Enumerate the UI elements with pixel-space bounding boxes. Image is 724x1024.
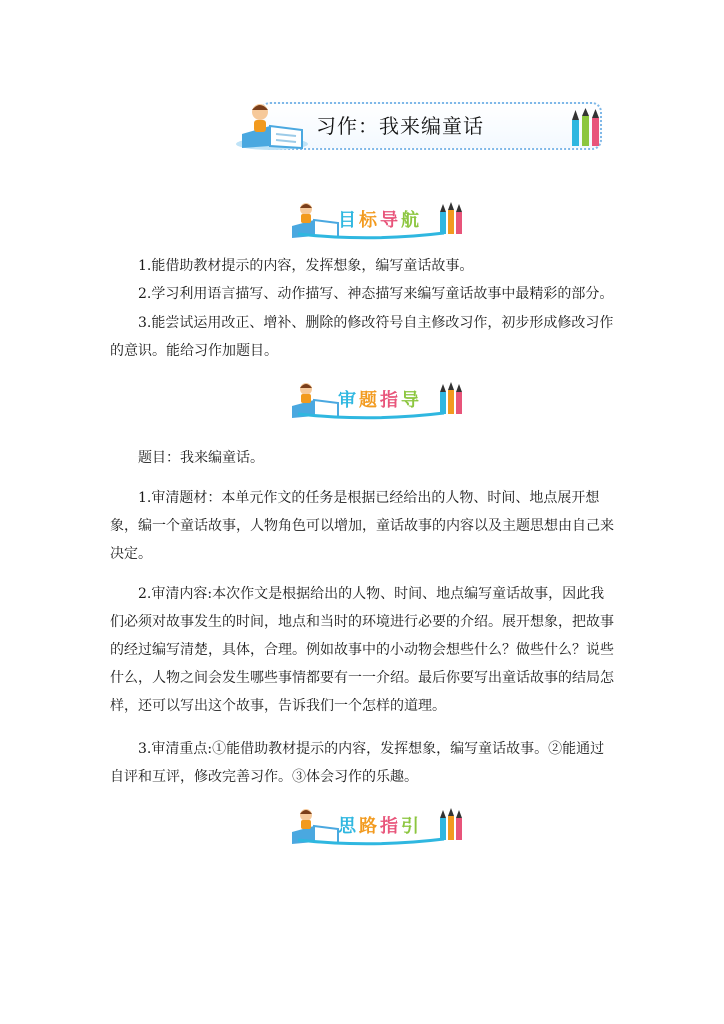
section-heading-label: 目标导航 <box>338 210 422 231</box>
section-heading-goals <box>288 200 468 244</box>
section-heading-label: 思路指引 <box>338 816 422 837</box>
pencils-icon <box>438 202 464 236</box>
pencils-icon <box>570 108 604 148</box>
swoosh-decoration <box>296 230 446 240</box>
swoosh-decoration <box>296 410 446 420</box>
review-item: 1.审清题材：本单元作文的任务是根据已经给出的人物、时间、地点展开想象，编一个童话故事，人物角色可以增加，童话故事的内容以及主题思想由自己来决定。 <box>110 490 614 562</box>
pencils-icon <box>438 382 464 416</box>
page-title: 习作：我来编童话 <box>316 114 484 138</box>
section-heading-review <box>288 380 468 424</box>
goal-item: 3.能尝试运用改正、增补、删除的修改符号自主修改习作，初步形成修改习作的意识。能给习作加题目。 <box>110 315 614 359</box>
title-banner <box>232 100 602 148</box>
review-item: 2.审清内容:本次作文是根据给出的人物、时间、地点编写童话故事，因此我们必须对故事发生的时间，地点和当时的环境进行必要的介绍。展开想象，把故事的经过编写清楚，具体，合理。例如故事中的小动物会想些什么？做些什么？说些什么，人物之间会发生哪些事情都要有一一介绍。最后你要写出童话故事的结局怎样，还可以写出这个故事，告诉我们一个怎样的道理。 <box>110 586 614 714</box>
topic-line: 题目：我来编童话。 <box>138 450 264 466</box>
section-heading-thinking <box>288 806 468 850</box>
pencils-icon <box>438 808 464 842</box>
section-heading-label: 审题指导 <box>338 390 422 411</box>
goal-item: 1.能借助教材提示的内容，发挥想象，编写童话故事。 <box>138 258 474 274</box>
swoosh-decoration <box>296 836 446 846</box>
reading-child-icon <box>232 100 314 152</box>
review-item: 3.审清重点:①能借助教材提示的内容，发挥想象，编写童话故事。②能通过自评和互评，修改完善习作。③体会习作的乐趣。 <box>110 741 605 785</box>
goal-item: 2.学习利用语言描写、动作描写、神态描写来编写童话故事中最精彩的部分。 <box>138 286 614 302</box>
